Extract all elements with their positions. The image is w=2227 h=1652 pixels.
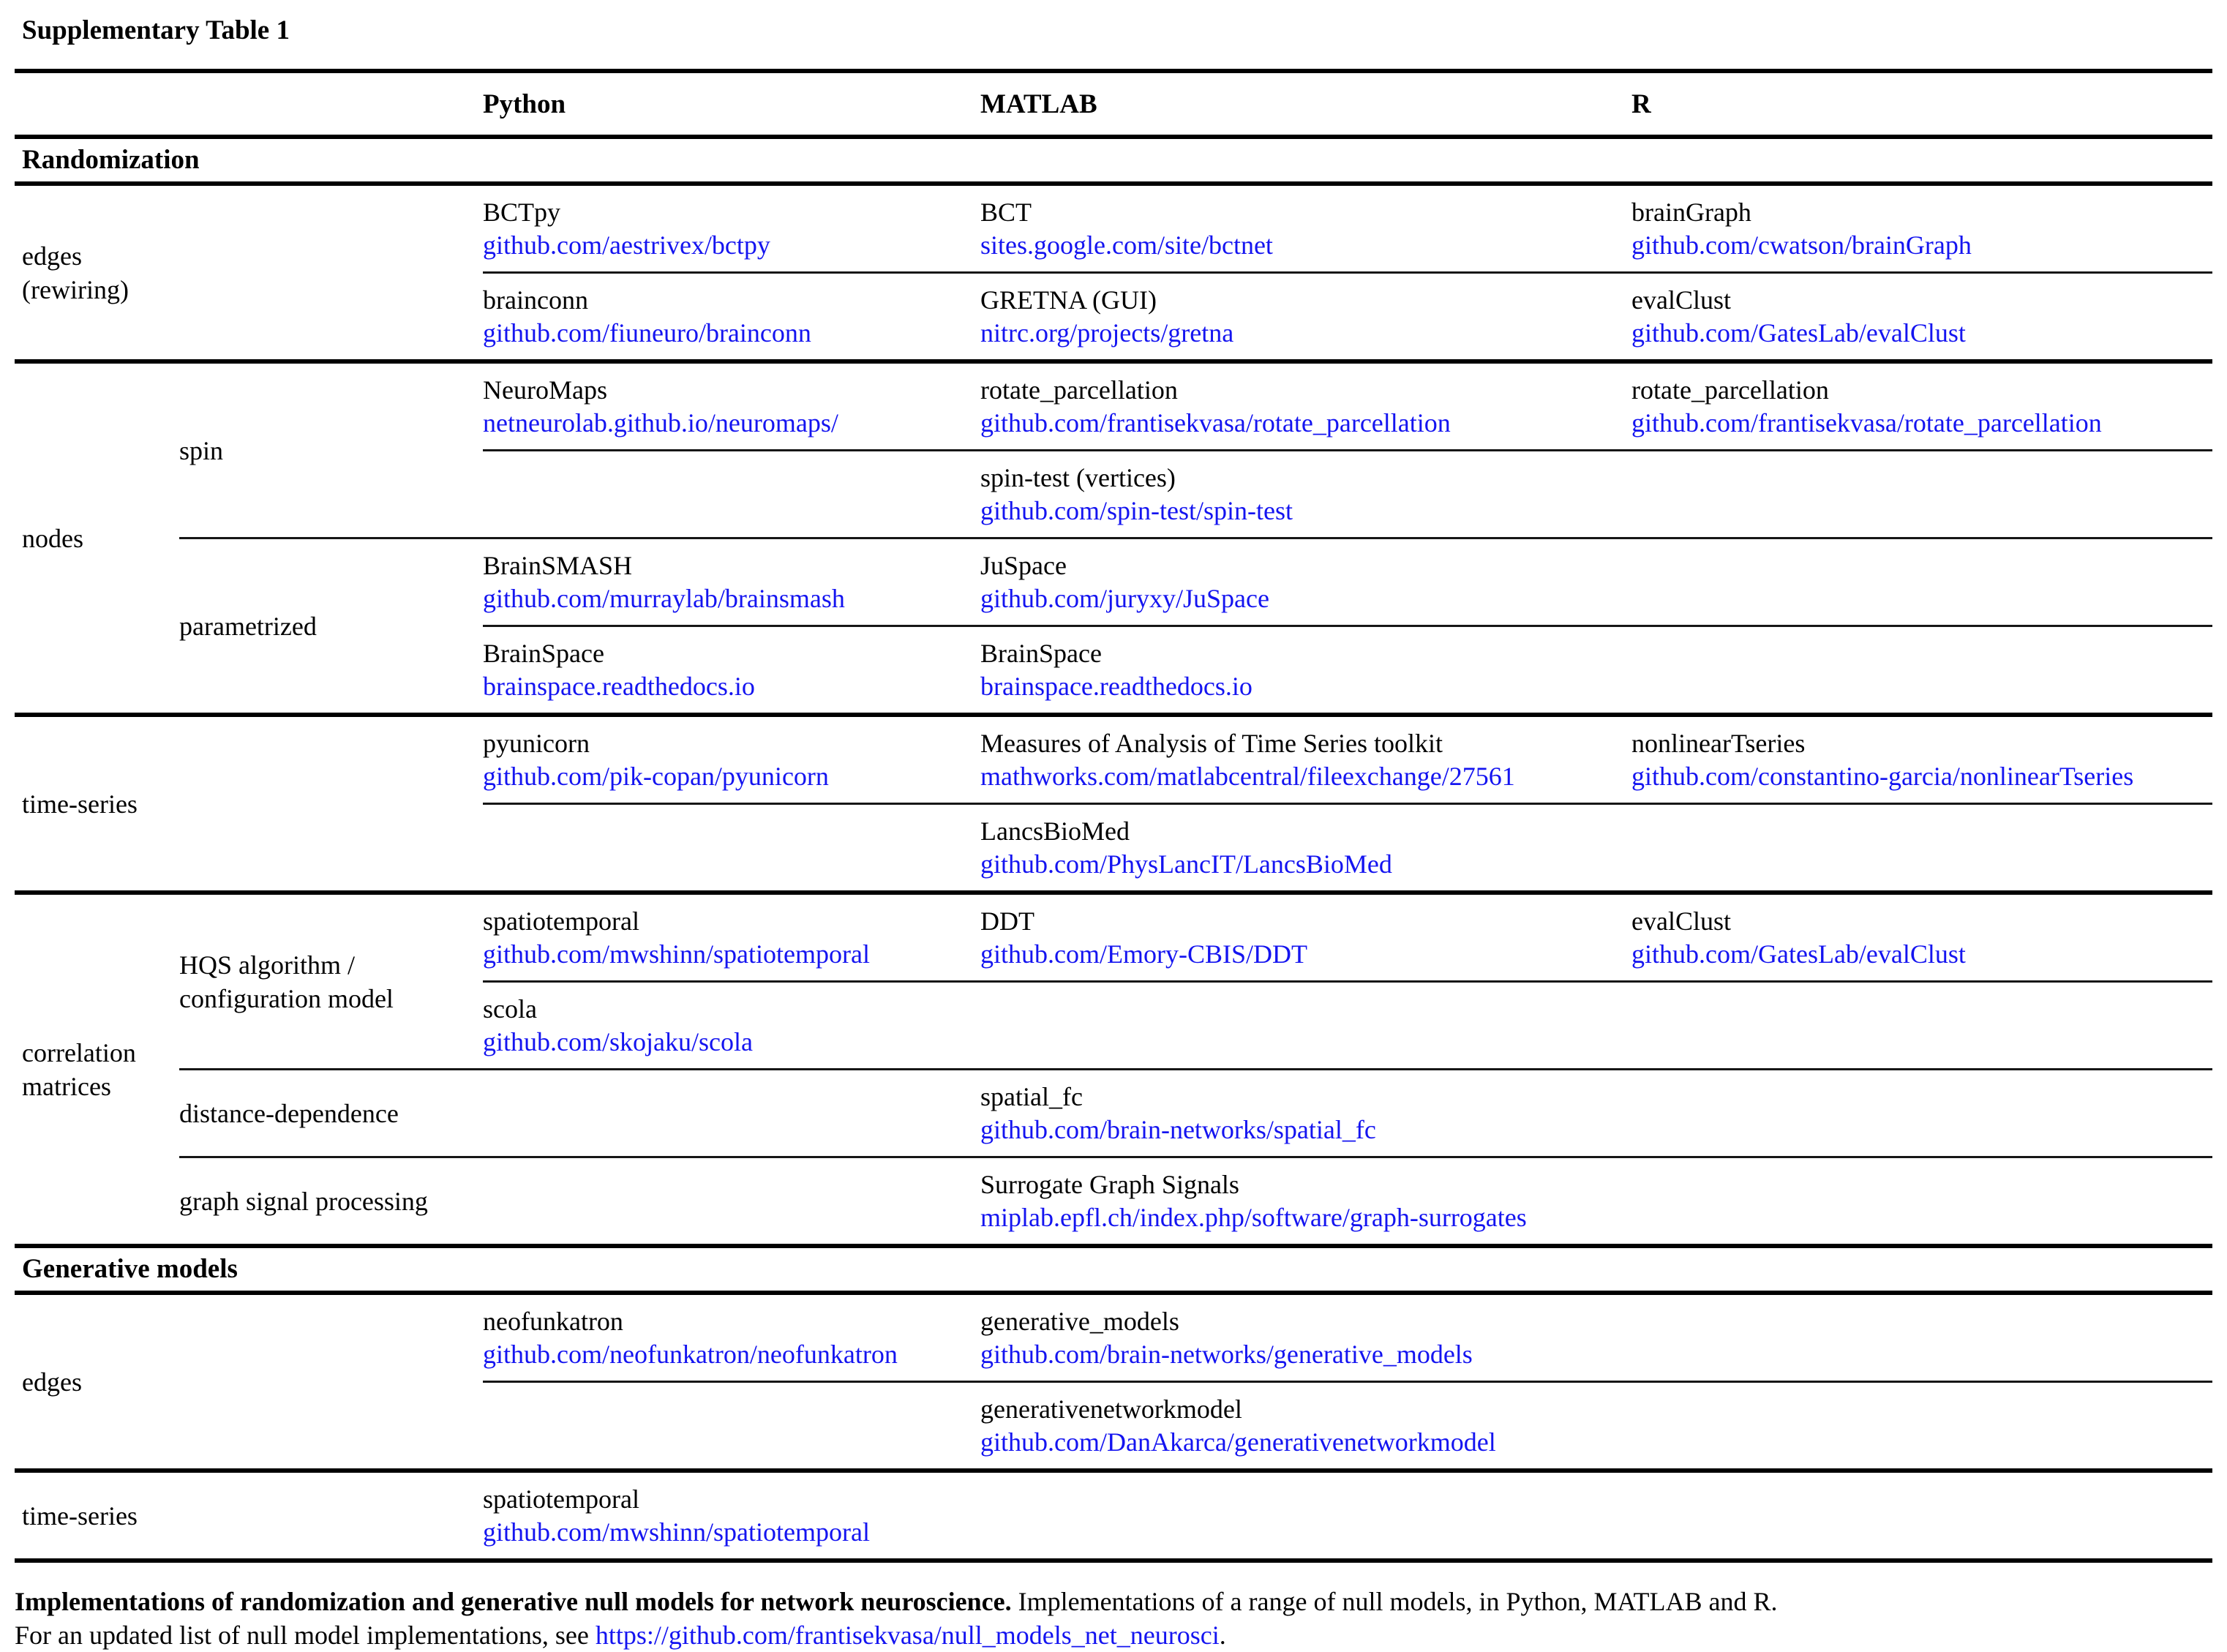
tool-link[interactable]: brainspace.readthedocs.io	[483, 672, 755, 701]
table-caption	[15, 1585, 2212, 1652]
tool-cell	[483, 982, 980, 1070]
tool-link[interactable]: github.com/spin-test/spin-test	[980, 496, 1293, 525]
tool-link[interactable]: miplab.epfl.ch/index.php/software/graph-surrogates	[980, 1203, 1527, 1232]
table-row	[15, 1157, 2212, 1247]
tool-cell	[980, 538, 1631, 626]
tool-name: Measures of Analysis of Time Series toolkit	[980, 729, 1443, 758]
subgroup-label-line: configuration model	[179, 983, 394, 1013]
group-label-line: edges	[22, 1367, 82, 1397]
tool-cell	[1631, 626, 2212, 716]
tool-link[interactable]: github.com/juryxy/JuSpace	[980, 584, 1269, 613]
tool-link[interactable]: github.com/constantino-garcia/nonlinearTseries	[1631, 762, 2134, 791]
table-row	[15, 715, 2212, 804]
tool-name: BrainSpace	[483, 639, 604, 668]
tool-cell	[483, 626, 980, 716]
tool-cell	[483, 804, 980, 893]
caption-bold-lead: Implementations of randomization and generative null models for network neuroscience.	[15, 1587, 1012, 1616]
tool-link[interactable]: github.com/brain-networks/generative_models	[980, 1340, 1473, 1369]
tool-name: pyunicorn	[483, 729, 590, 758]
tool-name: Surrogate Graph Signals	[980, 1170, 1239, 1199]
tool-name: generativenetworkmodel	[980, 1394, 1242, 1424]
tool-link[interactable]: github.com/fiuneuro/brainconn	[483, 318, 811, 348]
tool-cell	[1631, 982, 2212, 1070]
tool-name: spatiotemporal	[483, 906, 639, 936]
group-label-line: nodes	[22, 523, 83, 553]
tool-name: BCTpy	[483, 198, 561, 227]
tools-table	[15, 69, 2212, 1563]
tool-link[interactable]: mathworks.com/matlabcentral/fileexchange/27561	[980, 762, 1515, 791]
tool-name: rotate_parcellation	[1631, 375, 1829, 405]
group-label-nodes	[15, 361, 179, 715]
tool-link[interactable]: github.com/murraylab/brainsmash	[483, 584, 845, 613]
tool-cell	[980, 184, 1631, 273]
tool-cell	[980, 804, 1631, 893]
tool-link[interactable]: github.com/DanAkarca/generativenetworkmodel	[980, 1427, 1496, 1457]
caption-line2-text: For an updated list of null model implementations, see	[15, 1621, 596, 1650]
tool-cell	[483, 1070, 980, 1157]
tool-name: nonlinearTseries	[1631, 729, 1806, 758]
column-header-python: Python	[483, 71, 980, 137]
tool-name: GRETNA (GUI)	[980, 285, 1157, 315]
tool-name: BCT	[980, 198, 1032, 227]
tool-cell	[1631, 715, 2212, 804]
tool-link[interactable]: nitrc.org/projects/gretna	[980, 318, 1234, 348]
tool-cell	[483, 273, 980, 362]
tool-name: JuSpace	[980, 551, 1067, 580]
caption-link[interactable]: https://github.com/frantisekvasa/null_models_net_neurosci	[595, 1621, 1220, 1650]
caption-text: Implementations of a range of null models, in Python, MATLAB and R.	[1011, 1587, 1778, 1616]
tool-name: BrainSpace	[980, 639, 1102, 668]
page-title: Supplementary Table 1	[22, 15, 290, 45]
group-label-line: (rewiring)	[22, 274, 129, 304]
tool-link[interactable]: github.com/mwshinn/spatiotemporal	[483, 939, 870, 969]
tool-link[interactable]: github.com/GatesLab/evalClust	[1631, 939, 1966, 969]
tool-name: brainGraph	[1631, 198, 1751, 227]
subgroup-label-line: spin	[179, 435, 224, 465]
tool-cell	[483, 1157, 980, 1247]
group-label-line: edges	[22, 241, 82, 271]
tool-cell	[1631, 893, 2212, 982]
tool-cell	[980, 451, 1631, 538]
section-title-generative-models: Generative models	[15, 1246, 2212, 1293]
tool-link[interactable]: github.com/PhysLancIT/LancsBioMed	[980, 849, 1392, 879]
table-row	[15, 893, 2212, 982]
subgroup-label-spin	[179, 361, 483, 538]
tool-cell	[483, 451, 980, 538]
tool-cell	[483, 1382, 980, 1471]
tool-cell	[980, 1070, 1631, 1157]
tool-cell	[1631, 1070, 2212, 1157]
column-header-row	[15, 71, 2212, 137]
tool-cell	[980, 361, 1631, 451]
tool-name: LancsBioMed	[980, 816, 1130, 846]
subgroup-label-distance-dependence	[179, 1070, 483, 1157]
section-header-row	[15, 1246, 2212, 1293]
tool-cell	[980, 1157, 1631, 1247]
tool-cell	[980, 982, 1631, 1070]
tool-cell	[483, 361, 980, 451]
group-label-edges	[15, 1293, 179, 1471]
tool-name: BrainSMASH	[483, 551, 633, 580]
tool-link[interactable]: github.com/cwatson/brainGraph	[1631, 230, 1972, 260]
tool-cell	[1631, 273, 2212, 362]
tool-link[interactable]: github.com/Emory-CBIS/DDT	[980, 939, 1307, 969]
section-header-row	[15, 137, 2212, 184]
caption-period: .	[1219, 1621, 1226, 1650]
group-label-correlation-matrices	[15, 893, 179, 1246]
table-row	[15, 1471, 2212, 1561]
tool-cell	[980, 273, 1631, 362]
tool-link[interactable]: sites.google.com/site/bctnet	[980, 230, 1273, 260]
page	[0, 13, 2227, 1652]
tool-link[interactable]: brainspace.readthedocs.io	[980, 672, 1253, 701]
tool-link[interactable]: netneurolab.github.io/neuromaps/	[483, 408, 838, 438]
tool-name: generative_models	[980, 1307, 1179, 1336]
tool-cell	[1631, 1382, 2212, 1471]
table-row	[15, 184, 2212, 273]
tool-cell	[483, 184, 980, 273]
tool-cell	[980, 626, 1631, 716]
subgroup-label-parametrized	[179, 538, 483, 716]
tool-cell	[483, 893, 980, 982]
spacer-cell	[179, 1471, 483, 1561]
subgroup-label-line: distance-dependence	[179, 1098, 399, 1128]
tool-link[interactable]: github.com/mwshinn/spatiotemporal	[483, 1517, 870, 1547]
tool-name: NeuroMaps	[483, 375, 607, 405]
subgroup-label-line: HQS algorithm /	[179, 950, 355, 980]
tool-cell	[1631, 361, 2212, 451]
tool-name: scola	[483, 994, 537, 1024]
subgroup-label-line: graph signal processing	[179, 1186, 428, 1216]
spacer-cell	[179, 71, 483, 137]
tool-name: spin-test (vertices)	[980, 463, 1176, 492]
tool-cell	[1631, 1471, 2212, 1561]
table-row	[15, 361, 2212, 451]
column-header-r: R	[1631, 71, 2212, 137]
tool-cell	[980, 893, 1631, 982]
tool-cell	[483, 1293, 980, 1382]
spacer-cell	[15, 71, 179, 137]
tool-cell	[483, 1471, 980, 1561]
tool-cell	[980, 1293, 1631, 1382]
column-header-matlab: MATLAB	[980, 71, 1631, 137]
group-label-edges-rewiring	[15, 184, 179, 361]
tool-link[interactable]: github.com/pik-copan/pyunicorn	[483, 762, 829, 791]
tool-name: brainconn	[483, 285, 588, 315]
subgroup-label-hqs	[179, 893, 483, 1070]
group-label-time-series	[15, 715, 179, 893]
tool-cell	[1631, 1293, 2212, 1382]
group-label-line: time-series	[22, 789, 138, 819]
group-label-time-series-generative	[15, 1471, 179, 1561]
tool-link[interactable]: github.com/frantisekvasa/rotate_parcellation	[980, 408, 1451, 438]
subgroup-label-line: parametrized	[179, 611, 317, 641]
tool-name: spatial_fc	[980, 1082, 1083, 1111]
spacer-cell	[179, 715, 483, 893]
group-label-line: time-series	[22, 1501, 138, 1531]
tool-link[interactable]: github.com/aestrivex/bctpy	[483, 230, 770, 260]
tool-link[interactable]: github.com/GatesLab/evalClust	[1631, 318, 1966, 348]
spacer-cell	[179, 184, 483, 361]
tool-cell	[980, 715, 1631, 804]
group-label-line: correlation	[22, 1037, 136, 1067]
tool-cell	[1631, 451, 2212, 538]
tool-name: spatiotemporal	[483, 1484, 639, 1514]
tool-name: rotate_parcellation	[980, 375, 1178, 405]
tool-cell	[483, 715, 980, 804]
tool-cell	[1631, 804, 2212, 893]
tool-link[interactable]: github.com/neofunkatron/neofunkatron	[483, 1340, 898, 1369]
table-row	[15, 1293, 2212, 1382]
table-row	[15, 1070, 2212, 1157]
table-row	[15, 538, 2212, 626]
tool-name: neofunkatron	[483, 1307, 623, 1336]
tool-name: DDT	[980, 906, 1034, 936]
tool-cell	[1631, 1157, 2212, 1247]
group-label-line: matrices	[22, 1071, 111, 1101]
tool-name: evalClust	[1631, 285, 1731, 315]
tool-cell	[483, 538, 980, 626]
tool-link[interactable]: github.com/skojaku/scola	[483, 1027, 753, 1056]
tool-cell	[980, 1471, 1631, 1561]
tool-cell	[1631, 184, 2212, 273]
tool-cell	[980, 1382, 1631, 1471]
tool-cell	[1631, 538, 2212, 626]
subgroup-label-graph-signal-processing	[179, 1157, 483, 1247]
tool-name: evalClust	[1631, 906, 1731, 936]
section-title-randomization: Randomization	[15, 137, 2212, 184]
tool-link[interactable]: github.com/frantisekvasa/rotate_parcellation	[1631, 408, 2102, 438]
tool-link[interactable]: github.com/brain-networks/spatial_fc	[980, 1115, 1376, 1144]
spacer-cell	[179, 1293, 483, 1471]
